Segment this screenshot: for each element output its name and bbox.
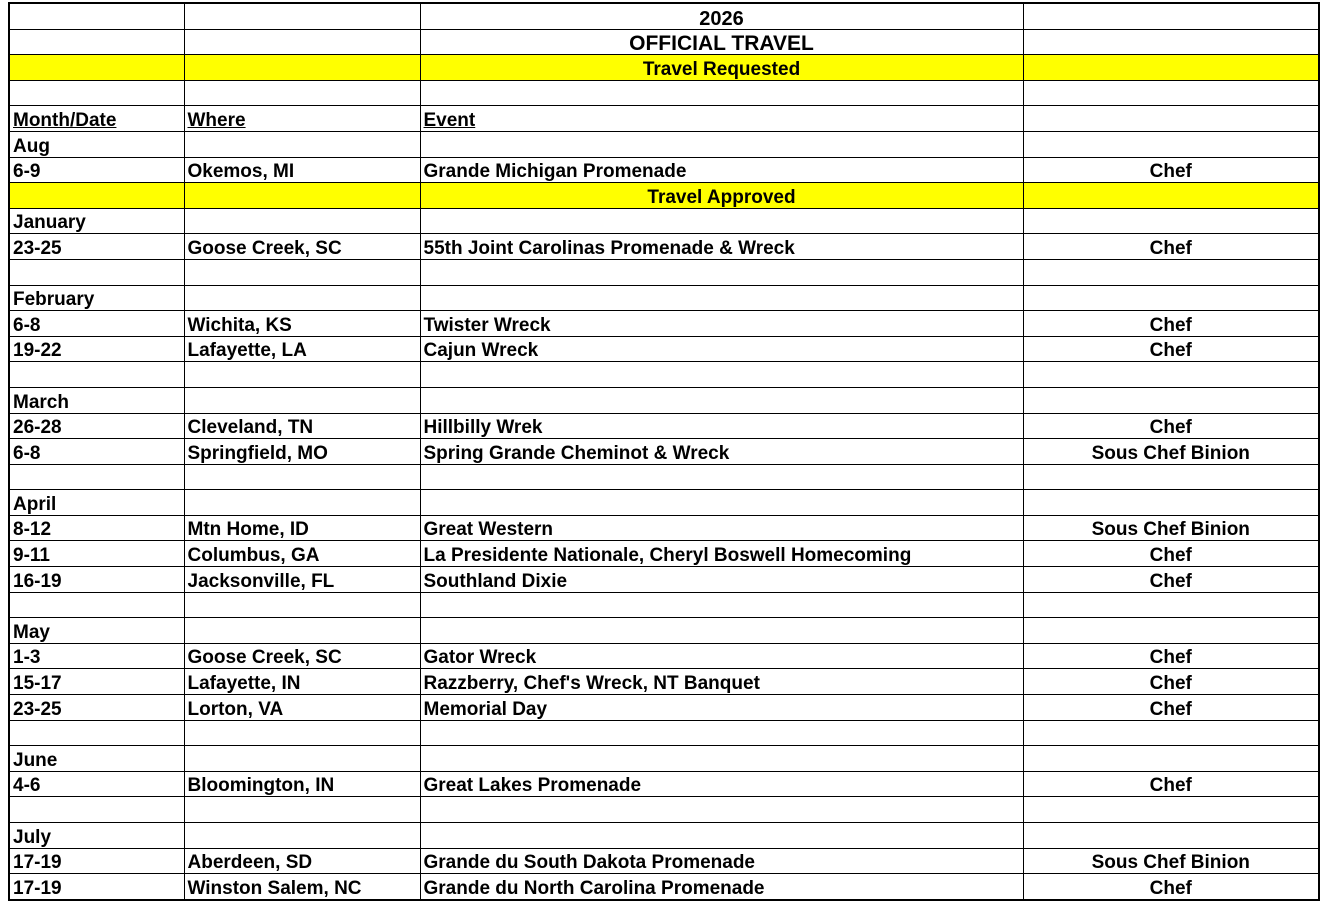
table-row: [9, 771, 1319, 797]
table-row: [9, 874, 1319, 900]
table-row: [9, 515, 1319, 541]
blank-row: [9, 464, 1319, 490]
event-cell[interactable]: Great Western: [420, 515, 1023, 541]
cell[interactable]: [420, 80, 1023, 106]
event-cell[interactable]: [420, 720, 1023, 746]
month-row: [9, 823, 1319, 849]
attendee-cell[interactable]: [1023, 464, 1319, 490]
event-cell[interactable]: Grande du North Carolina Promenade: [420, 874, 1023, 900]
event-cell[interactable]: [420, 490, 1023, 516]
attendee-cell[interactable]: Sous Chef Binion: [1023, 515, 1319, 541]
blank-row: [9, 259, 1319, 285]
table-row: [9, 234, 1319, 260]
cell[interactable]: [184, 3, 420, 29]
header-event[interactable]: Event: [420, 106, 1023, 132]
event-cell[interactable]: Spring Grande Cheminot & Wreck: [420, 439, 1023, 465]
event-cell[interactable]: Twister Wreck: [420, 311, 1023, 337]
event-cell[interactable]: [420, 797, 1023, 823]
title-row-heading: [9, 29, 1319, 55]
attendee-cell[interactable]: Chef: [1023, 541, 1319, 567]
where-cell[interactable]: Lafayette, IN: [184, 669, 420, 695]
header-where[interactable]: Where: [184, 106, 420, 132]
where-cell[interactable]: Goose Creek, SC: [184, 234, 420, 260]
event-cell[interactable]: [420, 823, 1023, 849]
where-cell[interactable]: [184, 208, 420, 234]
cell[interactable]: [184, 80, 420, 106]
table-row: [9, 567, 1319, 593]
attendee-cell[interactable]: [1023, 797, 1319, 823]
event-cell[interactable]: Southland Dixie: [420, 567, 1023, 593]
date-cell[interactable]: [9, 362, 184, 388]
cell[interactable]: [9, 55, 184, 81]
event-cell[interactable]: [420, 362, 1023, 388]
date-cell[interactable]: [9, 464, 184, 490]
attendee-cell[interactable]: Chef: [1023, 874, 1319, 900]
month-row: [9, 131, 1319, 157]
attendee-cell[interactable]: Chef: [1023, 157, 1319, 183]
where-cell[interactable]: [184, 720, 420, 746]
date-cell[interactable]: May: [9, 618, 184, 644]
attendee-cell[interactable]: Sous Chef Binion: [1023, 848, 1319, 874]
date-cell[interactable]: 15-17: [9, 669, 184, 695]
date-cell[interactable]: 6-8: [9, 439, 184, 465]
blank-row: [9, 720, 1319, 746]
date-cell[interactable]: [9, 797, 184, 823]
attendee-cell[interactable]: [1023, 208, 1319, 234]
event-cell[interactable]: Cajun Wreck: [420, 336, 1023, 362]
date-cell[interactable]: 4-6: [9, 771, 184, 797]
year-cell[interactable]: 2026: [420, 3, 1023, 29]
cell[interactable]: [9, 3, 184, 29]
date-cell[interactable]: 17-19: [9, 874, 184, 900]
attendee-cell[interactable]: Chef: [1023, 771, 1319, 797]
date-cell[interactable]: [9, 592, 184, 618]
where-cell[interactable]: Winston Salem, NC: [184, 874, 420, 900]
month-row: [9, 618, 1319, 644]
attendee-cell[interactable]: Chef: [1023, 311, 1319, 337]
event-cell[interactable]: Razzberry, Chef's Wreck, NT Banquet: [420, 669, 1023, 695]
event-cell[interactable]: La Presidente Nationale, Cheryl Boswell Homecoming: [420, 541, 1023, 567]
attendee-cell[interactable]: [1023, 823, 1319, 849]
table-row: [9, 439, 1319, 465]
date-cell[interactable]: 16-19: [9, 567, 184, 593]
date-cell[interactable]: 23-25: [9, 234, 184, 260]
where-cell[interactable]: [184, 592, 420, 618]
cell[interactable]: [9, 80, 184, 106]
table-row: [9, 311, 1319, 337]
where-cell[interactable]: Wichita, KS: [184, 311, 420, 337]
where-cell[interactable]: [184, 387, 420, 413]
date-cell[interactable]: 6-9: [9, 157, 184, 183]
where-cell[interactable]: [184, 618, 420, 644]
attendee-cell[interactable]: [1023, 618, 1319, 644]
where-cell[interactable]: [184, 490, 420, 516]
where-cell[interactable]: [184, 362, 420, 388]
cell[interactable]: [1023, 3, 1319, 29]
blank-row: [9, 592, 1319, 618]
cell[interactable]: [9, 183, 184, 209]
table-row: [9, 157, 1319, 183]
event-cell[interactable]: [420, 387, 1023, 413]
where-cell[interactable]: Okemos, MI: [184, 157, 420, 183]
cell[interactable]: [1023, 80, 1319, 106]
where-cell[interactable]: [184, 131, 420, 157]
attendee-cell[interactable]: [1023, 131, 1319, 157]
column-header-row: [9, 106, 1319, 132]
date-cell[interactable]: 1-3: [9, 643, 184, 669]
date-cell[interactable]: June: [9, 746, 184, 772]
where-cell[interactable]: [184, 285, 420, 311]
date-cell[interactable]: 17-19: [9, 848, 184, 874]
month-row: [9, 208, 1319, 234]
requested-label[interactable]: Travel Requested: [420, 55, 1023, 81]
cell[interactable]: [184, 55, 420, 81]
attendee-cell[interactable]: Chef: [1023, 413, 1319, 439]
where-cell[interactable]: Mtn Home, ID: [184, 515, 420, 541]
attendee-cell[interactable]: Chef: [1023, 567, 1319, 593]
attendee-cell[interactable]: [1023, 490, 1319, 516]
cell[interactable]: [1023, 29, 1319, 55]
blank-row: [9, 80, 1319, 106]
month-row: [9, 387, 1319, 413]
blank-row: [9, 362, 1319, 388]
event-cell[interactable]: Memorial Day: [420, 695, 1023, 721]
title-row-year: [9, 3, 1319, 29]
cell[interactable]: [184, 183, 420, 209]
where-cell[interactable]: [184, 464, 420, 490]
table-row: [9, 848, 1319, 874]
table-row: [9, 695, 1319, 721]
where-cell[interactable]: Aberdeen, SD: [184, 848, 420, 874]
approved-label[interactable]: Travel Approved: [420, 183, 1023, 209]
date-cell[interactable]: 19-22: [9, 336, 184, 362]
where-cell[interactable]: Columbus, GA: [184, 541, 420, 567]
event-cell[interactable]: [420, 208, 1023, 234]
attendee-cell[interactable]: [1023, 592, 1319, 618]
date-cell[interactable]: March: [9, 387, 184, 413]
attendee-cell[interactable]: Chef: [1023, 336, 1319, 362]
heading-cell[interactable]: OFFICIAL TRAVEL: [420, 29, 1023, 55]
attendee-cell[interactable]: Chef: [1023, 643, 1319, 669]
date-cell[interactable]: 26-28: [9, 413, 184, 439]
attendee-cell[interactable]: [1023, 387, 1319, 413]
date-cell[interactable]: [9, 259, 184, 285]
date-cell[interactable]: 9-11: [9, 541, 184, 567]
where-cell[interactable]: Cleveland, TN: [184, 413, 420, 439]
cell[interactable]: [1023, 183, 1319, 209]
event-cell[interactable]: Gator Wreck: [420, 643, 1023, 669]
event-cell[interactable]: Grande Michigan Promenade: [420, 157, 1023, 183]
attendee-cell[interactable]: Chef: [1023, 234, 1319, 260]
event-cell[interactable]: [420, 285, 1023, 311]
date-cell[interactable]: April: [9, 490, 184, 516]
where-cell[interactable]: [184, 259, 420, 285]
where-cell[interactable]: Bloomington, IN: [184, 771, 420, 797]
header-who[interactable]: [1023, 106, 1319, 132]
date-cell[interactable]: 6-8: [9, 311, 184, 337]
date-cell[interactable]: February: [9, 285, 184, 311]
date-cell[interactable]: [9, 720, 184, 746]
travel-spreadsheet: [8, 2, 1320, 901]
date-cell[interactable]: 23-25: [9, 695, 184, 721]
month-row: [9, 490, 1319, 516]
where-cell[interactable]: Lafayette, LA: [184, 336, 420, 362]
where-cell[interactable]: Lorton, VA: [184, 695, 420, 721]
month-row: [9, 746, 1319, 772]
date-cell[interactable]: July: [9, 823, 184, 849]
where-cell[interactable]: Springfield, MO: [184, 439, 420, 465]
where-cell[interactable]: [184, 823, 420, 849]
table-row: [9, 336, 1319, 362]
table-row: [9, 413, 1319, 439]
date-cell[interactable]: 8-12: [9, 515, 184, 541]
event-cell[interactable]: [420, 464, 1023, 490]
where-cell[interactable]: Goose Creek, SC: [184, 643, 420, 669]
cell[interactable]: [184, 29, 420, 55]
event-cell[interactable]: [420, 592, 1023, 618]
cell[interactable]: [1023, 55, 1319, 81]
attendee-cell[interactable]: Chef: [1023, 695, 1319, 721]
where-cell[interactable]: [184, 797, 420, 823]
table-row: [9, 643, 1319, 669]
table-row: [9, 541, 1319, 567]
blank-row: [9, 797, 1319, 823]
event-cell[interactable]: [420, 618, 1023, 644]
section-banner-approved: [9, 183, 1319, 209]
header-date[interactable]: Month/Date: [9, 106, 184, 132]
attendee-cell[interactable]: [1023, 285, 1319, 311]
event-cell[interactable]: [420, 131, 1023, 157]
cell[interactable]: [9, 29, 184, 55]
date-cell[interactable]: Aug: [9, 131, 184, 157]
attendee-cell[interactable]: Chef: [1023, 669, 1319, 695]
event-cell[interactable]: Grande du South Dakota Promenade: [420, 848, 1023, 874]
date-cell[interactable]: January: [9, 208, 184, 234]
event-cell[interactable]: Hillbilly Wrek: [420, 413, 1023, 439]
event-cell[interactable]: [420, 746, 1023, 772]
month-row: [9, 285, 1319, 311]
where-cell[interactable]: [184, 746, 420, 772]
event-cell[interactable]: [420, 259, 1023, 285]
table-row: [9, 669, 1319, 695]
attendee-cell[interactable]: [1023, 746, 1319, 772]
attendee-cell[interactable]: [1023, 720, 1319, 746]
attendee-cell[interactable]: Sous Chef Binion: [1023, 439, 1319, 465]
event-cell[interactable]: Great Lakes Promenade: [420, 771, 1023, 797]
spreadsheet-body: [9, 3, 1319, 900]
where-cell[interactable]: Jacksonville, FL: [184, 567, 420, 593]
attendee-cell[interactable]: [1023, 362, 1319, 388]
section-banner-requested: [9, 55, 1319, 81]
event-cell[interactable]: 55th Joint Carolinas Promenade & Wreck: [420, 234, 1023, 260]
attendee-cell[interactable]: [1023, 259, 1319, 285]
